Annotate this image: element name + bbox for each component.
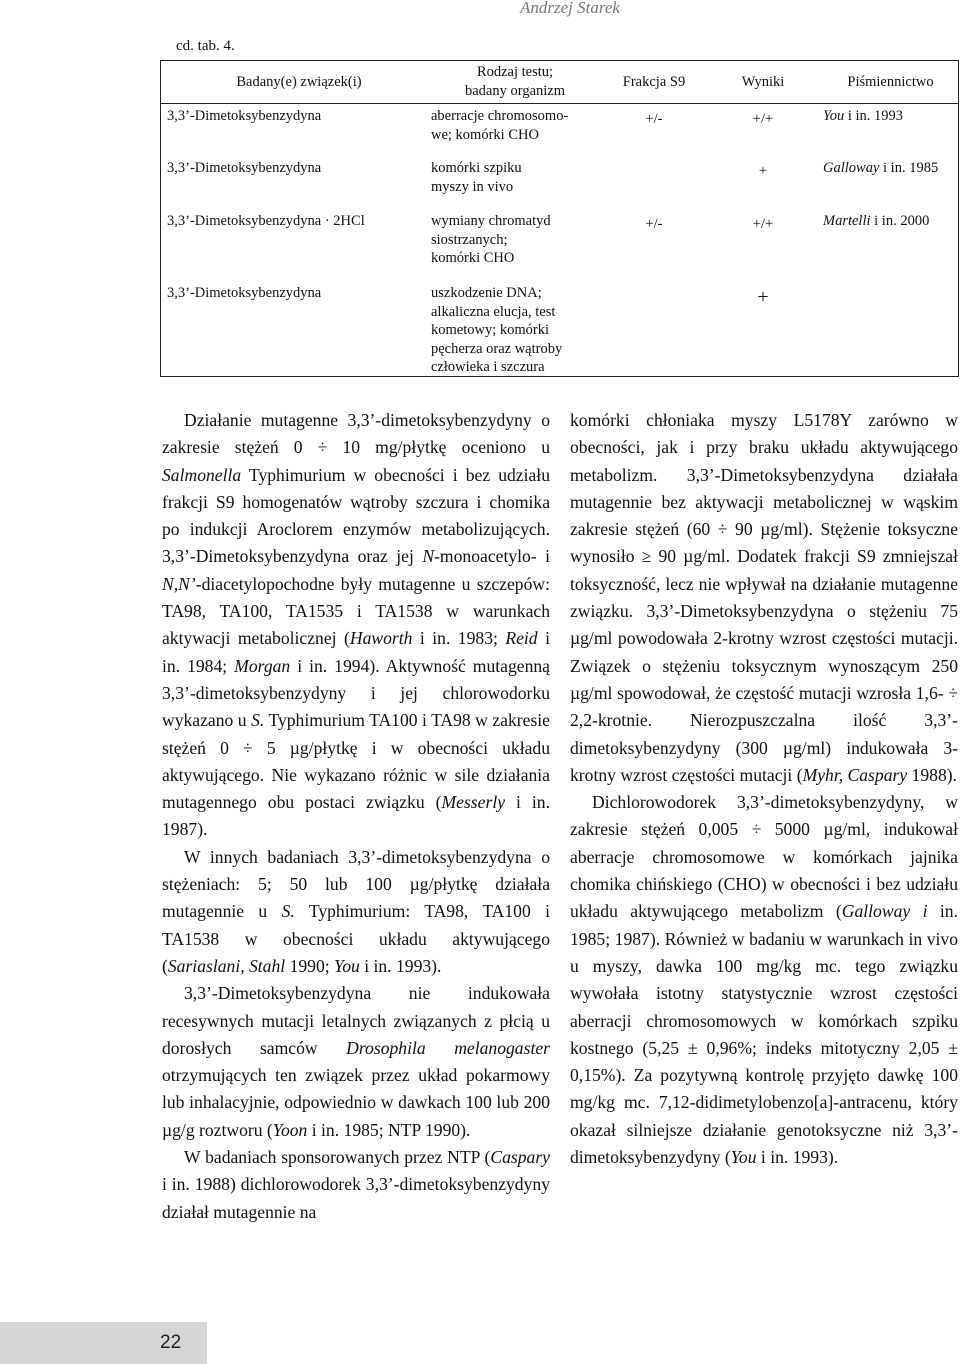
paragraph: W badaniach sponsorowanych przez NTP (Caspary i in. 1988) dichlorowodorek 3,3’-dimetoksybenzydyny działał mutagennie na xyxy=(162,1147,550,1222)
header-results: Wyniki xyxy=(741,73,785,90)
cell-compound: 3,3’-Dimetoksybenzydyna · 2HCl xyxy=(167,213,365,229)
cell-test-line: kometowy; komórki xyxy=(431,322,550,339)
cell-test xyxy=(431,104,599,157)
ref-year: i in. 1985 xyxy=(879,160,939,176)
header-s9: Frakcja S9 xyxy=(622,73,686,90)
italic-run: N xyxy=(422,546,435,567)
cell-test-line: człowieka i szczura xyxy=(431,359,545,376)
italic-run: Galloway i xyxy=(841,901,928,922)
italic-run: Caspary xyxy=(490,1147,550,1168)
paragraph: Dichlorowodorek 3,3’-dimetoksybenzydyny, w zakresie stężeń 0,005 ÷ 5000 µg/ml, indukował aberracje chromosomowe w komórkach jajnika chomika chińskiego (CHO) w obecności i bez udziału układu aktywującego metabolizm (Galloway i in. 1985; 1987). Również w badaniu w warunkach in vivo u myszy, dawka 100 mg/kg mc. tego związku wywołała istotny statystycznie wzrost częstości aberracji chromosomowych w komórkach szpiku kostnego (5,25 ± 0,96%; indeks mitotyczny 2,05 ± 0,15%). Za pozytywną kontrolę przyjęto dawkę 100 mg/kg mc. 7,12-didimetylobenzo[a]-antracenu, który okazał silniejsze działanie genotoksyczne niż 3,3’-dimetoksybenzydyny (You i in. 1993). xyxy=(570,792,959,1168)
paragraph: Działanie mutagenne 3,3’-dimetoksybenzydyny o zakresie stężeń 0 ÷ 10 mg/płytkę oceniono u Salmonella Typhimurium w obecności i bez udziału frakcji S9 homogenatów wątroby szczura i chomika po indukcji Aroclorem enzymów metabolizujących. 3,3’-Dimetoksybenzydyna oraz jej N-monoacetylo- i N,N’-diacetylopochodne były mutagenne u szczepów: TA98, TA100, TA1535 i TA1538 w warunkach aktywacji metabolicznej (Haworth i in. 1983; Reid i in. 1984; Morgan i in. 1994). Aktywność mutagenną 3,3’-dimetoksybenzydyny i jej chlorowodorku wykazano u S. Typhimurium TA100 i TA98 w zakresie stężeń 0 ÷ 5 µg/płytkę i w obecności układu aktywującego. Nie wykazano różnic w sile działania mutagennego obu postaci związku (Messerly i in. 1987). xyxy=(162,410,550,840)
header-references: Piśmiennictwo xyxy=(847,73,934,90)
cell-test-line: siostrzanych; xyxy=(431,231,508,248)
ref-author: You xyxy=(823,108,845,124)
cell-test-line: pęcherza oraz wątroby xyxy=(431,340,563,357)
cell-test-line: myszy in vivo xyxy=(431,178,514,195)
table-header-row xyxy=(161,61,958,104)
cell-compound: 3,3’-Dimetoksybenzydyna xyxy=(167,108,322,124)
ref-author: Martelli xyxy=(823,213,871,229)
cell-s9 xyxy=(599,281,709,379)
italic-run: Sariaslani, Stahl xyxy=(167,955,286,976)
table-row xyxy=(161,209,958,281)
cell-result: +/+ xyxy=(752,216,774,232)
cell-test-line: wymiany chromatyd xyxy=(431,213,551,229)
paragraph: komórki chłoniaka myszy L5178Y zarówno w obecności, jak i przy braku układu aktywującego metabolizm. 3,3’-Dimetoksybenzydyna działała mutagennie bez aktywacji metabolicznej w wąskim zakresie stężeń (60 ÷ 90 µg/ml). Stężenie toksyczne wynosiło ≥ 90 µg/ml. Dodatek frakcji S9 zmniejszał toksyczność, lecz nie wpływał na działanie mutagenne związku. 3,3’-Dimetoksybenzydyna o stężeniu 75 µg/ml powodowała 2-krotny wzrost częstości mutacji. Związek o stężeniu toksycznym wynoszącym 250 µg/ml spowodował, że częstość mutacji wzrosła 1,6- ÷ 2,2-krotnie. Nierozpuszczalna ilość 3,3’-dimetoksybenzydyny (300 µg/ml) indukowała 3-krotny wzrost częstości mutacji (Myhr, Caspary 1988). xyxy=(570,410,958,785)
cell-compound: 3,3’-Dimetoksybenzydyna xyxy=(167,285,322,301)
cell-reference xyxy=(817,209,958,281)
italic-run: Haworth xyxy=(349,628,413,649)
table-row xyxy=(161,156,958,209)
ref-year: i in. 1993 xyxy=(844,108,904,124)
table-row xyxy=(161,281,958,379)
italic-run: You xyxy=(334,955,360,976)
body-column-left xyxy=(162,407,550,1226)
cell-s9: +/- xyxy=(645,111,663,127)
cell-s9: +/- xyxy=(645,216,663,232)
cell-test-line: uszkodzenie DNA; xyxy=(431,285,542,301)
italic-run: Drosophila melanogaster xyxy=(346,1037,550,1058)
italic-run: Morgan xyxy=(234,655,291,676)
cell-test xyxy=(431,281,599,379)
italic-run: S. xyxy=(281,901,295,922)
italic-run: You xyxy=(730,1147,757,1168)
header-compound: Badany(e) związek(i) xyxy=(236,73,362,90)
italic-run: Messerly xyxy=(441,792,506,813)
italic-run: Myhr, Caspary xyxy=(802,764,908,785)
italic-run: S. xyxy=(251,710,265,731)
header-test-line2: badany organizm xyxy=(465,83,565,99)
genotoxicity-table xyxy=(160,60,959,377)
table-continuation-label: cd. tab. 4. xyxy=(176,38,235,54)
ref-author: Galloway xyxy=(823,160,880,176)
header-test-line1: Rodzaj testu; xyxy=(476,64,554,81)
cell-test-line: komórki CHO xyxy=(431,250,515,267)
page-number: 22 xyxy=(160,1332,182,1353)
cell-result: + xyxy=(757,286,769,308)
cell-test-line: aberracje chromosomo- xyxy=(431,108,569,124)
paragraph: 3,3’-Dimetoksybenzydyna nie indukowała recesywnych mutacji letalnych związanych z płcią u dorosłych samców Drosophila melanogaster otrzymujących ten związek przez układ pokarmowy lub inhalacyjnie, odpowiednio w dawkach 100 lub 200 µg/g roztworu (Yoon i in. 1985; NTP 1990). xyxy=(162,983,550,1140)
cell-reference xyxy=(817,156,958,209)
header-test-type xyxy=(431,61,599,104)
cell-result: + xyxy=(758,163,768,179)
cell-test xyxy=(431,209,599,281)
cell-compound: 3,3’-Dimetoksybenzydyna xyxy=(167,160,322,176)
cell-test-line: komórki szpiku xyxy=(431,160,522,176)
running-header-author: Andrzej Starek xyxy=(520,0,620,17)
cell-test-line: alkaliczna elucja, test xyxy=(431,303,556,320)
cell-test xyxy=(431,156,599,209)
italic-run: Yoon xyxy=(272,1119,308,1140)
body-column-right xyxy=(570,407,958,1171)
ref-year: i in. 2000 xyxy=(870,213,930,229)
cell-reference xyxy=(817,104,958,157)
table-row xyxy=(161,104,958,157)
cell-s9 xyxy=(599,156,709,209)
cell-result: +/+ xyxy=(752,111,774,127)
cell-test-line: we; komórki CHO xyxy=(431,126,539,143)
cell-reference xyxy=(817,281,958,379)
italic-run: Reid xyxy=(505,628,538,649)
paragraph: W innych badaniach 3,3’-dimetoksybenzydyna o stężeniach: 5; 50 lub 100 µg/płytkę działała mutagennie u S. Typhimurium: TA98, TA100 i TA1538 w obecności układu aktywującego (Sariaslani, Stahl 1990; You i in. 1993). xyxy=(162,846,550,976)
italic-run: Salmonella xyxy=(162,464,242,485)
italic-run: N,N’ xyxy=(162,573,196,594)
